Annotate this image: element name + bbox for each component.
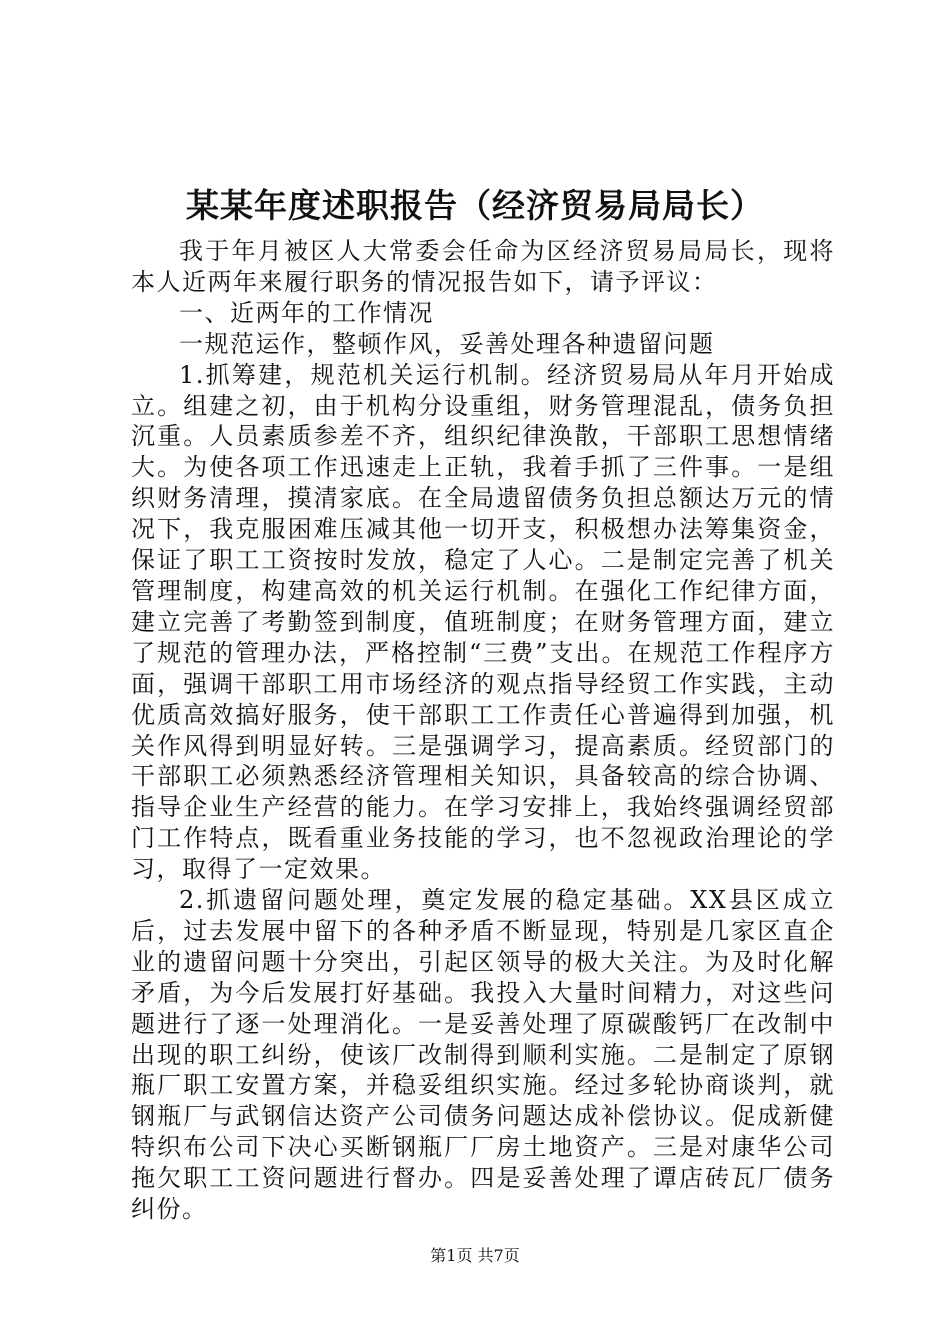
- section-heading: 一、近两年的工作情况: [179, 298, 434, 327]
- document-body: [131, 236, 835, 1225]
- body-paragraph-2: 2.抓遗留问题处理，奠定发展的稳定基础。XX县区成立后，过去发展中留下的各种矛盾不断显现，特别是几家区直企业的遗留问题十分突出，引起区领导的极大关注。为及时化解矛盾，为今后发展打好基础。我投入大量时间精力，对这些问题进行了逐一处理消化。一是妥善处理了原碳酸钙厂在改制中出现的职工纠纷，使该厂改制得到顺利实施。二是制定了原钢瓶厂职工安置方案，并稳妥组织实施。经过多轮协商谈判，就钢瓶厂与武钢信达资产公司债务问题达成补偿协议。促成新健特织布公司下决心买断钢瓶厂厂房土地资产。三是对康华公司拖欠职工工资问题进行督办。四是妥善处理了谭店砖瓦厂债务纠份。: [131, 886, 835, 1224]
- document-title: 某某年度述职报告（经济贸易局局长）: [186, 186, 764, 225]
- intro-paragraph: 我于年月被区人大常委会任命为区经济贸易局局长，现将本人近两年来履行职务的情况报告如下，请予评议：: [131, 237, 835, 296]
- page-footer: 第1页 共7页: [430, 1246, 520, 1265]
- body-paragraph-1: 1.抓筹建，规范机关运行机制。经济贸易局从年月开始成立。组建之初，由于机构分设重组，财务管理混乱，债务负担沉重。人员素质参差不齐，组织纪律涣散，干部职工思想情绪大。为使各项工作迅速走上正轨，我着手抓了三件事。一是组织财务清理，摸清家底。在全局遗留债务负担总额达万元的情况下，我克服困难压减其他一切开支，积极想办法筹集资金，保证了职工工资按时发放，稳定了人心。二是制定完善了机关管理制度，构建高效的机关运行机制。在强化工作纪律方面，建立完善了考勤签到制度，值班制度；在财务管理方面，建立了规范的管理办法，严格控制“三费”支出。在规范工作程序方面，强调干部职工用市场经济的观点指导经贸工作实践，主动优质高效搞好服务，使干部职工工作责任心普遍得到加强，机关作风得到明显好转。三是强调学习，提高素质。经贸部门的干部职工必须熟悉经济管理相关知识，具备较高的综合协调、指导企业生产经营的能力。在学习安排上，我始终强调经贸部门工作特点，既看重业务技能的学习，也不忽视政治理论的学习，取得了一定效果。: [131, 360, 835, 884]
- subsection-heading: 一规范运作，整顿作风，妥善处理各种遗留问题: [179, 329, 715, 358]
